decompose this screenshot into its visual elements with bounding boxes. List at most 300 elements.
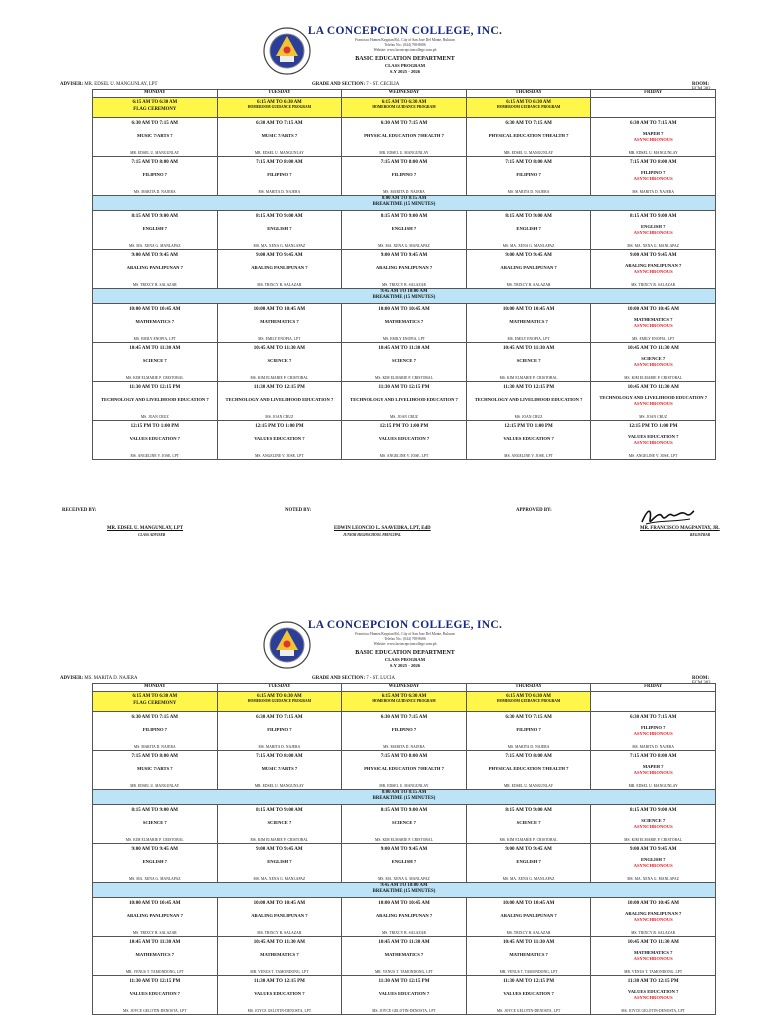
subject-name: FILIPINO 7 bbox=[142, 172, 167, 177]
class-program-title: CLASS PROGRAM bbox=[384, 657, 426, 662]
schedule-cell bbox=[93, 157, 218, 196]
schedule-row bbox=[93, 343, 716, 382]
subject-name: MATHEMATICS 7 bbox=[384, 952, 424, 957]
subject-name: MUSIC 7/ARTS 7 bbox=[261, 766, 298, 771]
teacher-name: MS. EMILY ENOPIA, LPT bbox=[632, 337, 675, 341]
schedule-cell bbox=[93, 805, 218, 844]
subject-name: VALUES EDUCATION 7 bbox=[129, 436, 180, 441]
schedule-cell bbox=[466, 343, 591, 382]
teacher-name: MS. MARITA D. NAJERA bbox=[133, 745, 176, 749]
time-slot: 9:00 AM TO 9:45 AM bbox=[629, 847, 677, 852]
subject-name: ARALING PANLIPUNAN 7 bbox=[625, 263, 682, 268]
schedule-cell bbox=[217, 844, 342, 883]
time-slot: 10:45 AM TO 11:30 AM bbox=[502, 346, 555, 351]
time-slot: 10:45 AM TO 11:30 AM bbox=[627, 346, 679, 351]
subject-name: ARALING PANLIPUNAN 7 bbox=[251, 265, 308, 270]
subject-name: MATHEMATICS 7 bbox=[633, 950, 673, 955]
schedule-table bbox=[92, 89, 716, 460]
time-slot: 10:00 AM TO 10:45 AM bbox=[627, 307, 679, 312]
time-slot: 6:15 AM TO 6:30 AM bbox=[506, 100, 551, 105]
teacher-name: MS. MA. XENA G. MANLAPAZ bbox=[128, 877, 181, 881]
grade-section-label: GRADE AND SECTION: 7 - ST. CECILIA bbox=[312, 82, 400, 87]
schedule-row bbox=[93, 805, 716, 844]
schedule-cell bbox=[342, 157, 467, 196]
school-year: S.Y 2025 - 2026 bbox=[389, 663, 421, 668]
break-label: BREAKTIME (15 MINUTES) bbox=[372, 889, 436, 894]
teacher-name: MS. TRIXCY B. SALAZAR bbox=[631, 283, 676, 287]
activity-label: HOMEROOM GUIDANCE PROGRAM bbox=[372, 699, 436, 703]
teacher-name: MS. MA. XENA G. MANLAPAZ bbox=[502, 877, 555, 881]
subject-name: FILIPINO 7 bbox=[391, 172, 417, 177]
schedule-cell bbox=[591, 382, 716, 421]
flag-ceremony-cell bbox=[93, 98, 218, 118]
time-slot: 8:15 AM TO 9:00 AM bbox=[629, 214, 677, 219]
asynchronous-label: ASYNCHRONOUS bbox=[633, 824, 673, 829]
teacher-name: MS. MARITA D. NAJERA bbox=[507, 190, 550, 194]
breaktime-cell bbox=[93, 883, 716, 898]
time-slot: 10:00 AM TO 10:45 AM bbox=[502, 901, 555, 906]
time-slot: 9:00 AM TO 9:45 AM bbox=[256, 847, 303, 852]
time-slot: 6:15 AM TO 6:30 AM bbox=[132, 100, 178, 105]
teacher-name: MS. TRIXCY B. SALAZAR bbox=[506, 931, 551, 935]
time-slot: 6:30 AM TO 7:15 AM bbox=[505, 121, 552, 126]
subject-name: PHYSICAL EDUCATION 7/HEALTH 7 bbox=[488, 133, 569, 138]
flag-ceremony-row bbox=[93, 692, 716, 712]
time-slot: 6:30 AM TO 7:15 AM bbox=[380, 715, 428, 720]
time-slot: 7:15 AM TO 8:00 AM bbox=[629, 160, 677, 165]
subject-name: ARALING PANLIPUNAN 7 bbox=[500, 913, 557, 918]
schedule-cell bbox=[342, 844, 467, 883]
schedule-cell bbox=[591, 937, 716, 976]
teacher-name: MS. MA. XENA G. MANLAPAZ bbox=[378, 244, 430, 248]
day-header: TUESDAY bbox=[217, 90, 342, 98]
time-slot: 10:45 AM TO 11:30 AM bbox=[627, 385, 679, 390]
schedule-cell bbox=[342, 712, 467, 751]
schedule-cell bbox=[466, 421, 591, 460]
subject-name: SCIENCE 7 bbox=[392, 820, 416, 825]
subject-name: FILIPINO 7 bbox=[267, 727, 292, 732]
subject-name: MATHEMATICS 7 bbox=[135, 952, 175, 957]
schedule-row bbox=[93, 382, 716, 421]
subject-name: FILIPINO 7 bbox=[640, 725, 666, 730]
subject-name: ENGLISH 7 bbox=[640, 857, 666, 862]
noted-by-name: EDWIN LEONCIO L. SAAVEDRA, LPT, EdD bbox=[334, 526, 431, 531]
homeroom-cell bbox=[342, 692, 467, 712]
subject-name: ENGLISH 7 bbox=[267, 859, 292, 864]
time-slot: 6:15 AM TO 6:30 AM bbox=[381, 694, 427, 699]
time-slot: 10:45 AM TO 11:30 AM bbox=[378, 940, 430, 945]
schedule-cell bbox=[466, 937, 591, 976]
time-slot: 8:15 AM TO 9:00 AM bbox=[256, 808, 303, 813]
time-slot: 10:00 AM TO 10:45 AM bbox=[502, 307, 555, 312]
schedule-cell bbox=[342, 421, 467, 460]
break-time: 9:45 AM TO 10:00 AM bbox=[380, 883, 428, 888]
subject-name: SCIENCE 7 bbox=[392, 358, 416, 363]
activity-label: HOMEROOM GUIDANCE PROGRAM bbox=[496, 699, 561, 703]
schedule-cell bbox=[93, 343, 218, 382]
schedule-cell bbox=[217, 898, 342, 937]
schedule-row bbox=[93, 211, 716, 250]
schedule-cell bbox=[591, 211, 716, 250]
room-label: ROOM: FCM 302 bbox=[692, 82, 711, 92]
adviser-label: ADVISER: MS. MARITA D. NAJERA bbox=[60, 676, 138, 681]
schedule-cell bbox=[342, 250, 467, 289]
teacher-name: MS. ANGELINE V. JOSE, LPT bbox=[130, 454, 180, 458]
time-slot: 11:30 AM TO 12:15 PM bbox=[129, 979, 181, 984]
asynchronous-label: ASYNCHRONOUS bbox=[633, 917, 673, 922]
schedule-cell bbox=[591, 751, 716, 790]
time-slot: 9:00 AM TO 9:45 AM bbox=[131, 253, 179, 258]
noted-by-label: NOTED BY: bbox=[285, 508, 312, 513]
schedule-cell bbox=[93, 304, 218, 343]
time-slot: 6:30 AM TO 7:15 AM bbox=[131, 121, 179, 126]
time-slot: 8:15 AM TO 9:00 AM bbox=[505, 214, 552, 219]
time-slot: 7:15 AM TO 8:00 AM bbox=[380, 160, 428, 165]
schedule-cell bbox=[93, 421, 218, 460]
breaktime-row bbox=[93, 289, 716, 304]
teacher-name: MS. MA. XENA G. MANLAPAZ bbox=[627, 877, 680, 881]
schedule-table bbox=[92, 683, 716, 1015]
schedule-row bbox=[93, 250, 716, 289]
program-header bbox=[0, 0, 768, 90]
time-slot: 11:30 AM TO 12:15 PM bbox=[378, 979, 430, 984]
teacher-name: MR. VENUS T. TAMONDONG, LPT bbox=[624, 970, 683, 974]
schedule-cell bbox=[591, 712, 716, 751]
schedule-row bbox=[93, 712, 716, 751]
schedule-cell bbox=[466, 211, 591, 250]
activity-label: FLAG CEREMONY bbox=[133, 701, 177, 706]
time-slot: 10:45 AM TO 11:30 AM bbox=[253, 940, 305, 945]
schedule-cell bbox=[342, 118, 467, 157]
teacher-name: MS. KIM ELMARIE P. CRISTOBAL bbox=[499, 376, 558, 380]
teacher-name: MR. EDSEL U. MANGUNLAY bbox=[504, 151, 554, 155]
teacher-name: MS. MARITA D. NAJERA bbox=[133, 190, 176, 194]
time-slot: 8:15 AM TO 9:00 AM bbox=[131, 214, 179, 219]
subject-name: PHYSICAL EDUCATION 7/HEALTH 7 bbox=[364, 133, 444, 138]
teacher-name: MR. EDSEL U. MANGUNLAY bbox=[504, 784, 554, 788]
time-slot: 7:15 AM TO 8:00 AM bbox=[131, 160, 179, 165]
teacher-name: MS. MA. XENA G. MANLAPAZ bbox=[253, 244, 306, 248]
asynchronous-label: ASYNCHRONOUS bbox=[633, 176, 673, 181]
subject-name: TECHNOLOGY AND LIVELIHOOD EDUCATION 7 bbox=[350, 397, 458, 402]
subject-name: ENGLISH 7 bbox=[142, 226, 167, 231]
subject-name: ENGLISH 7 bbox=[516, 226, 541, 231]
subject-name: MATHEMATICS 7 bbox=[633, 317, 673, 322]
teacher-name: MR. EDSEL U. MANGUNLAY bbox=[379, 784, 429, 788]
time-slot: 9:00 AM TO 9:45 AM bbox=[380, 253, 428, 258]
day-header: MONDAY bbox=[93, 90, 218, 98]
time-slot: 8:15 AM TO 9:00 AM bbox=[380, 808, 428, 813]
schedule-cell bbox=[342, 898, 467, 937]
time-slot: 6:15 AM TO 6:30 AM bbox=[381, 100, 427, 105]
breaktime-cell bbox=[93, 196, 716, 211]
asynchronous-label: ASYNCHRONOUS bbox=[633, 995, 673, 1000]
schedule-cell bbox=[466, 304, 591, 343]
time-slot: 10:45 AM TO 11:30 AM bbox=[627, 940, 679, 945]
school-name: LA CONCEPCION COLLEGE, INC. bbox=[307, 619, 503, 631]
schedule-row bbox=[93, 118, 716, 157]
schedule-cell bbox=[217, 712, 342, 751]
day-header-row bbox=[93, 684, 716, 692]
schedule-cell bbox=[591, 118, 716, 157]
teacher-name: MS. MARITA D. NAJERA bbox=[383, 745, 425, 749]
teacher-name: MS. JOYCE GELOTIN-DENOSTA, LPT bbox=[372, 1009, 436, 1013]
teacher-name: MS. ANGELINE V. JOSE, LPT bbox=[255, 454, 304, 458]
subject-name: ARALING PANLIPUNAN 7 bbox=[126, 913, 183, 918]
time-slot: 10:00 AM TO 10:45 AM bbox=[253, 307, 306, 312]
teacher-name: MS. JOYCE GELOTIN-DENOSTA, LPT bbox=[247, 1009, 312, 1013]
time-slot: 10:45 AM TO 11:30 AM bbox=[378, 346, 430, 351]
teacher-name: MS. TRIXCY B. SALAZAR bbox=[631, 931, 676, 935]
schedule-cell bbox=[93, 712, 218, 751]
time-slot: 6:30 AM TO 7:15 AM bbox=[629, 121, 677, 126]
schedule-cell bbox=[466, 712, 591, 751]
schedule-cell bbox=[217, 157, 342, 196]
program-header bbox=[0, 594, 768, 684]
teacher-name: MS. TRIXCY B. SALAZAR bbox=[257, 283, 302, 287]
teacher-name: MS. MA. XENA G. MANLAPAZ bbox=[253, 877, 306, 881]
adviser-label: ADVISER: MR. EDSEL U. MANGUNLAY, LPT bbox=[60, 82, 158, 87]
empty-cell bbox=[591, 98, 716, 118]
time-slot: 10:00 AM TO 10:45 AM bbox=[627, 901, 679, 906]
schedule-cell bbox=[217, 421, 342, 460]
breaktime-row bbox=[93, 790, 716, 805]
teacher-name: MS. MA. XENA G. MANLAPAZ bbox=[378, 877, 430, 881]
subject-name: VALUES EDUCATION 7 bbox=[503, 436, 554, 441]
teacher-name: MS. JOAN CRUZ bbox=[639, 415, 668, 419]
teacher-name: MS. TRIXCY B. SALAZAR bbox=[382, 931, 426, 935]
subject-name: MUSIC 7/ARTS 7 bbox=[261, 133, 298, 138]
subject-name: VALUES EDUCATION 7 bbox=[129, 991, 180, 996]
subject-name: VALUES EDUCATION 7 bbox=[378, 436, 430, 441]
asynchronous-label: ASYNCHRONOUS bbox=[633, 863, 673, 868]
time-slot: 6:30 AM TO 7:15 AM bbox=[380, 121, 428, 126]
approved-by-label: APPROVED BY: bbox=[516, 508, 552, 513]
subject-name: VALUES EDUCATION 7 bbox=[378, 991, 430, 996]
teacher-name: MS. EMILY ENOPIA, LPT bbox=[507, 337, 550, 341]
teacher-name: MS. EMILY ENOPIA, LPT bbox=[133, 337, 176, 341]
principal-title: JUNIOR HIGHSCHOOL PRINCIPAL bbox=[343, 533, 402, 537]
time-slot: 12:15 PM TO 1:00 PM bbox=[255, 424, 304, 429]
teacher-name: MR. VENUS T. TAMONDONG, LPT bbox=[250, 970, 309, 974]
schedule-cell bbox=[217, 304, 342, 343]
asynchronous-label: ASYNCHRONOUS bbox=[633, 362, 673, 367]
teacher-name: MS. MARITA D. NAJERA bbox=[258, 190, 301, 194]
time-slot: 9:00 AM TO 9:45 AM bbox=[131, 847, 179, 852]
teacher-name: MR. VENUS T. TAMONDONG, LPT bbox=[125, 970, 184, 974]
time-slot: 6:30 AM TO 7:15 AM bbox=[256, 121, 303, 126]
teacher-name: MR. EDSEL U. MANGUNLAY bbox=[130, 784, 180, 788]
time-slot: 12:15 PM TO 1:00 PM bbox=[504, 424, 553, 429]
schedule-cell bbox=[466, 805, 591, 844]
subject-name: ARALING PANLIPUNAN 7 bbox=[500, 265, 557, 270]
subject-name: TECHNOLOGY AND LIVELIHOOD EDUCATION 7 bbox=[474, 397, 583, 402]
subject-name: SCIENCE 7 bbox=[516, 820, 541, 825]
subject-name: ARALING PANLIPUNAN 7 bbox=[126, 265, 183, 270]
teacher-name: MS. KIM ELMARIE P. CRISTOBAL bbox=[499, 838, 558, 842]
time-slot: 10:00 AM TO 10:45 AM bbox=[129, 901, 181, 906]
schedule-cell bbox=[591, 976, 716, 1015]
schedule-cell bbox=[466, 118, 591, 157]
subject-name: ARALING PANLIPUNAN 7 bbox=[625, 911, 682, 916]
time-slot: 6:15 AM TO 6:30 AM bbox=[506, 694, 551, 699]
schedule-cell bbox=[591, 343, 716, 382]
asynchronous-label: ASYNCHRONOUS bbox=[633, 770, 673, 775]
teacher-name: MS. TRIXCY B. SALAZAR bbox=[132, 931, 177, 935]
teacher-name: MS. TRIXCY B. SALAZAR bbox=[382, 283, 426, 287]
subject-name: ENGLISH 7 bbox=[142, 859, 167, 864]
schedule-cell bbox=[217, 805, 342, 844]
subject-name: FILIPINO 7 bbox=[391, 727, 417, 732]
subject-name: SCIENCE 7 bbox=[641, 356, 666, 361]
time-slot: 8:15 AM TO 9:00 AM bbox=[131, 808, 179, 813]
subject-name: TECHNOLOGY AND LIVELIHOOD EDUCATION 7 bbox=[599, 395, 708, 400]
subject-name: MATHEMATICS 7 bbox=[260, 319, 299, 324]
schedule-cell bbox=[93, 898, 218, 937]
schedule-cell bbox=[93, 250, 218, 289]
teacher-name: MS. JOAN CRUZ bbox=[390, 415, 418, 419]
schedule-cell bbox=[591, 157, 716, 196]
homeroom-cell bbox=[466, 692, 591, 712]
subject-name: ARALING PANLIPUNAN 7 bbox=[375, 913, 433, 918]
subject-name: MATHEMATICS 7 bbox=[260, 952, 299, 957]
schedule-cell bbox=[591, 844, 716, 883]
breaktime-cell bbox=[93, 289, 716, 304]
teacher-name: MS. EMILY ENOPIA, LPT bbox=[258, 337, 301, 341]
asynchronous-label: ASYNCHRONOUS bbox=[633, 956, 673, 961]
subject-name: SCIENCE 7 bbox=[142, 820, 167, 825]
schedule-row bbox=[93, 751, 716, 790]
day-header: THURSDAY bbox=[466, 684, 591, 692]
time-slot: 9:00 AM TO 9:45 AM bbox=[505, 253, 552, 258]
time-slot: 11:30 AM TO 12:15 PM bbox=[503, 979, 555, 984]
subject-name: FILIPINO 7 bbox=[516, 727, 541, 732]
teacher-name: MS. MARITA D. NAJERA bbox=[507, 745, 550, 749]
schedule-cell bbox=[591, 898, 716, 937]
time-slot: 6:15 AM TO 6:30 AM bbox=[132, 694, 178, 699]
break-label: BREAKTIME (15 MINUTES) bbox=[372, 796, 436, 801]
address-line: Francisco Homes/Kaypian Rd., City of San Jose Del Monte, Bulacan bbox=[355, 632, 455, 636]
subject-name: SCIENCE 7 bbox=[516, 358, 541, 363]
schedule-cell bbox=[342, 751, 467, 790]
breaktime-row bbox=[93, 196, 716, 211]
asynchronous-label: ASYNCHRONOUS bbox=[633, 401, 673, 406]
subject-name: VALUES EDUCATION 7 bbox=[254, 991, 305, 996]
subject-name: FILIPINO 7 bbox=[516, 172, 541, 177]
asynchronous-label: ASYNCHRONOUS bbox=[633, 731, 673, 736]
time-slot: 10:00 AM TO 10:45 AM bbox=[378, 901, 430, 906]
time-slot: 11:30 AM TO 12:15 PM bbox=[503, 385, 555, 390]
time-slot: 7:15 AM TO 8:00 AM bbox=[505, 160, 552, 165]
teacher-name: MR. EDSEL U. MANGUNLAY bbox=[254, 784, 304, 788]
activity-label: FLAG CEREMONY bbox=[133, 107, 177, 112]
time-slot: 8:15 AM TO 9:00 AM bbox=[256, 214, 303, 219]
subject-name: ARALING PANLIPUNAN 7 bbox=[251, 913, 308, 918]
signature-scribble-icon bbox=[640, 506, 695, 528]
teacher-name: MS. KIM ELMARIE P. CRISTOBAL bbox=[250, 376, 309, 380]
subject-name: VALUES EDUCATION 7 bbox=[254, 436, 305, 441]
schedule-cell bbox=[93, 976, 218, 1015]
teacher-name: MS. JOYCE GELOTIN-DENOSTA, LPT bbox=[496, 1009, 561, 1013]
day-header: FRIDAY bbox=[591, 684, 716, 692]
schedule-row bbox=[93, 304, 716, 343]
schedule-cell bbox=[342, 805, 467, 844]
schedule-cell bbox=[466, 751, 591, 790]
time-slot: 11:30 AM TO 12:15 PM bbox=[253, 979, 305, 984]
time-slot: 6:30 AM TO 7:15 AM bbox=[131, 715, 179, 720]
day-header-row bbox=[93, 90, 716, 98]
subject-name: VALUES EDUCATION 7 bbox=[503, 991, 554, 996]
time-slot: 9:00 AM TO 9:45 AM bbox=[629, 253, 677, 258]
class-program-title: CLASS PROGRAM bbox=[384, 63, 426, 68]
time-slot: 7:15 AM TO 8:00 AM bbox=[629, 754, 677, 759]
time-slot: 7:15 AM TO 8:00 AM bbox=[505, 754, 552, 759]
subject-name: ENGLISH 7 bbox=[391, 859, 417, 864]
asynchronous-label: ASYNCHRONOUS bbox=[633, 137, 673, 142]
subject-name: MAPEH 7 bbox=[642, 131, 664, 136]
time-slot: 11:30 AM TO 12:15 PM bbox=[253, 385, 305, 390]
homeroom-cell bbox=[342, 98, 467, 118]
teacher-name: MS. JOAN CRUZ bbox=[140, 415, 169, 419]
subject-name: MATHEMATICS 7 bbox=[509, 952, 548, 957]
breaktime-row bbox=[93, 883, 716, 898]
subject-name: MAPEH 7 bbox=[642, 764, 664, 769]
subject-name: SCIENCE 7 bbox=[267, 358, 292, 363]
asynchronous-label: ASYNCHRONOUS bbox=[633, 323, 673, 328]
subject-name: MATHEMATICS 7 bbox=[509, 319, 548, 324]
time-slot: 8:15 AM TO 9:00 AM bbox=[505, 808, 552, 813]
schedule-cell bbox=[342, 976, 467, 1015]
schedule-cell bbox=[466, 382, 591, 421]
schedule-cell bbox=[217, 976, 342, 1015]
time-slot: 11:30 AM TO 12:15 PM bbox=[627, 979, 679, 984]
schedule-row bbox=[93, 937, 716, 976]
schedule-cell bbox=[217, 382, 342, 421]
day-header: MONDAY bbox=[93, 684, 218, 692]
schedule-cell bbox=[93, 844, 218, 883]
asynchronous-label: ASYNCHRONOUS bbox=[633, 230, 673, 235]
schedule-cell bbox=[591, 421, 716, 460]
subject-name: PHYSICAL EDUCATION 7/HEALTH 7 bbox=[364, 766, 444, 771]
teacher-name: MS. MARITA D. NAJERA bbox=[632, 190, 675, 194]
subject-name: MUSIC 7/ARTS 7 bbox=[137, 133, 173, 138]
registrar-title: REGISTRAR bbox=[690, 533, 711, 537]
teacher-name: MS. JOYCE GELOTIN-DENOSTA, LPT bbox=[123, 1009, 187, 1013]
time-slot: 8:15 AM TO 9:00 AM bbox=[380, 214, 428, 219]
time-slot: 10:45 AM TO 11:30 AM bbox=[129, 940, 181, 945]
teacher-name: MS. ANGELINE V. JOSE, LPT bbox=[504, 454, 553, 458]
schedule-cell bbox=[217, 250, 342, 289]
schedule-cell bbox=[466, 250, 591, 289]
time-slot: 10:45 AM TO 11:30 AM bbox=[129, 346, 181, 351]
time-slot: 7:15 AM TO 8:00 AM bbox=[256, 754, 303, 759]
teacher-name: MS. EMILY ENOPIA, LPT bbox=[382, 337, 426, 341]
time-slot: 6:30 AM TO 7:15 AM bbox=[629, 715, 677, 720]
subject-name: FILIPINO 7 bbox=[640, 170, 666, 175]
teacher-name: MR. VENUS T. TAMONDONG, LPT bbox=[375, 970, 433, 974]
subject-name: ENGLISH 7 bbox=[267, 226, 292, 231]
time-slot: 10:00 AM TO 10:45 AM bbox=[253, 901, 306, 906]
teacher-name: MS. JOAN CRUZ bbox=[514, 415, 543, 419]
break-time: 8:00 AM TO 8:15 AM bbox=[381, 790, 427, 795]
teacher-name: MS. TRIXCY B. SALAZAR bbox=[257, 931, 302, 935]
time-slot: 9:00 AM TO 9:45 AM bbox=[256, 253, 303, 258]
school-year: S.Y 2025 - 2026 bbox=[389, 69, 421, 74]
subject-name: MUSIC 7/ARTS 7 bbox=[137, 766, 173, 771]
time-slot: 6:30 AM TO 7:15 AM bbox=[505, 715, 552, 720]
schedule-row bbox=[93, 157, 716, 196]
schedule-cell bbox=[217, 937, 342, 976]
